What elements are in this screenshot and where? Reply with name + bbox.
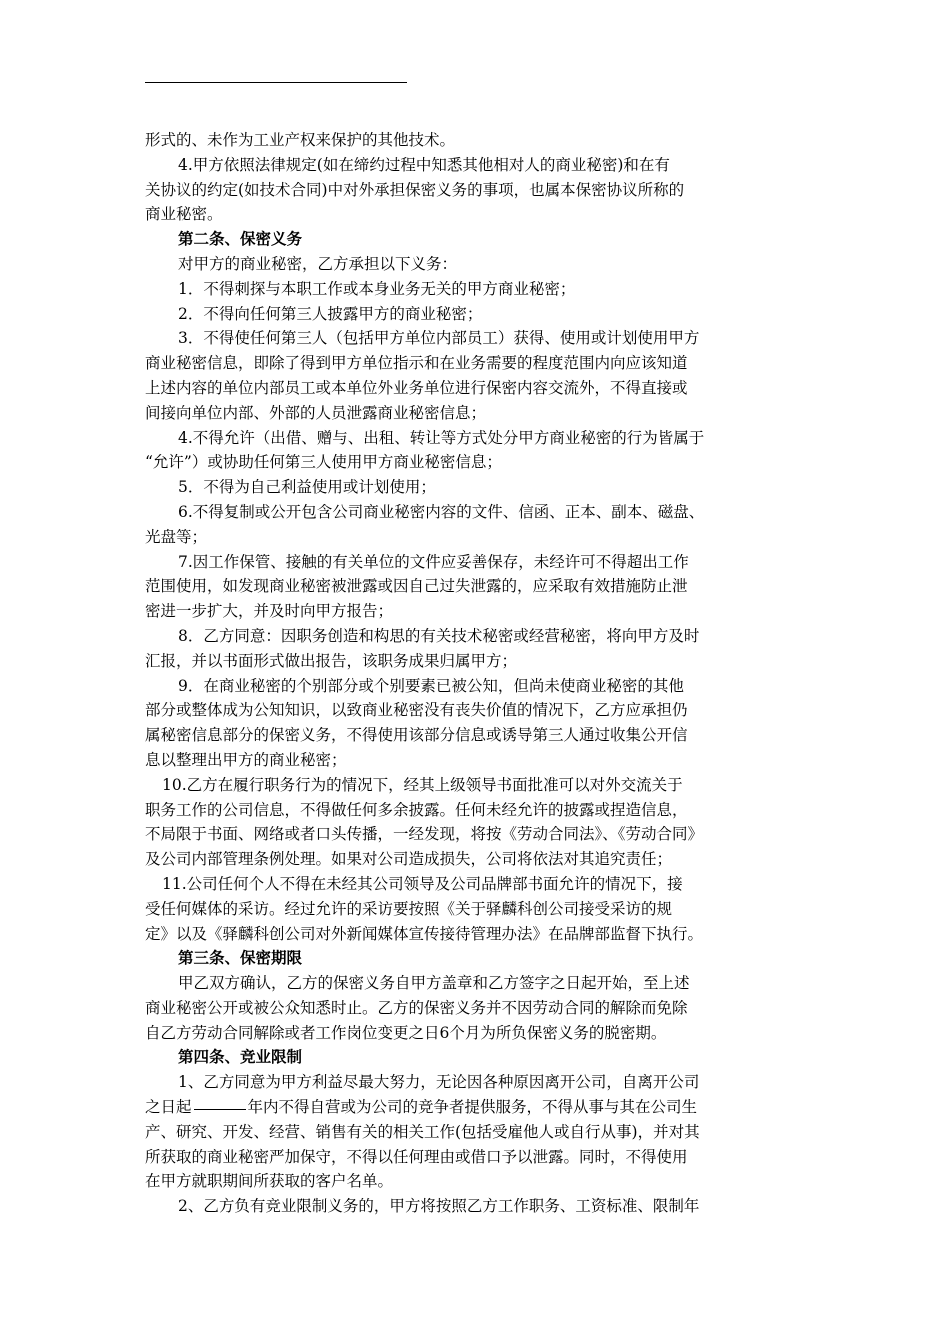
text-line: 部分或整体成为公知知识，以致商业秘密没有丧失价值的情况下，乙方应承担仍 — [145, 701, 688, 720]
text-line: 3．不得使任何第三人（包括甲方单位内部员工）获得、使用或计划使用甲方 — [178, 329, 700, 348]
text-line: 商业秘密信息，即除了得到甲方单位指示和在业务需要的程度范围内向应该知道 — [145, 354, 688, 373]
text-line: 密进一步扩大，并及时向甲方报告； — [145, 602, 394, 621]
text-line: 甲乙双方确认，乙方的保密义务自甲方盖章和乙方签字之日起开始，至上述 — [178, 974, 690, 993]
document-body — [145, 128, 810, 1219]
text-segment: 之日起 — [145, 1098, 192, 1117]
text-line: 在甲方就职期间所获取的客户名单。 — [145, 1172, 394, 1191]
text-line: 光盘等； — [145, 527, 208, 546]
text-line: 10.乙方在履行职务行为的情况下，经其上级领导书面批准可以对外交流关于 — [162, 775, 683, 794]
text-line: “允许”）或协助任何第三人使用甲方商业秘密信息； — [145, 453, 502, 472]
text-line: 受任何媒体的采访。经过允许的采访要按照《关于驿麟科创公司接受采访的规 — [145, 899, 673, 918]
text-line: 所获取的商业秘密严加保守，不得以任何理由或借口予以泄露。同时，不得使用 — [145, 1147, 688, 1166]
text-segment: 年内不得自营或为公司的竞争者提供服务，不得从事与其在公司生 — [247, 1098, 698, 1117]
text-line: 2、乙方负有竞业限制义务的，甲方将按照乙方工作职务、工资标准、限制年 — [178, 1197, 700, 1216]
text-line: 自乙方劳动合同解除或者工作岗位变更之日6个月为所负保密义务的脱密期。 — [145, 1023, 667, 1042]
text-line: 产、研究、开发、经营、销售有关的相关工作(包括受雇他人或自行从事)，并对其 — [145, 1122, 700, 1141]
text-line: 1．不得刺探与本职工作或本身业务无关的甲方商业秘密； — [178, 279, 576, 298]
text-line: 间接向单位内部、外部的人员泄露商业秘密信息； — [145, 403, 487, 422]
fill-in-blank — [194, 1108, 246, 1110]
text-line-with-blank — [145, 1095, 810, 1120]
text-line: 9．在商业秘密的个别部分或个别要素已被公知，但尚未使商业秘密的其他 — [178, 676, 684, 695]
text-line: 1、乙方同意为甲方利益尽最大努力，无论因各种原因离开公司，自离开公司 — [178, 1073, 700, 1092]
text-line: 不局限于书面、网络或者口头传播，一经发现，将按《劳动合同法》、《劳动合同》 — [145, 825, 704, 844]
text-line: 汇报，并以书面形式做出报告，该职务成果归属甲方； — [145, 651, 518, 670]
text-line: 11.公司任何个人不得在未经其公司领导及公司品牌部书面允许的情况下，接 — [162, 874, 683, 893]
text-line: 定》以及《驿麟科创公司对外新闻媒体宣传接待管理办法》在品牌部监督下执行。 — [145, 924, 704, 943]
text-line: 4.不得允许（出借、赠与、出租、转让等方式处分甲方商业秘密的行为皆属于 — [178, 428, 705, 447]
text-line: 形式的、未作为工业产权来保护的其他技术。 — [145, 131, 456, 149]
text-line: 上述内容的单位内部员工或本单位外业务单位进行保密内容交流外，不得直接或 — [145, 378, 688, 397]
text-line: 息以整理出甲方的商业秘密； — [145, 750, 347, 769]
text-line: 关协议的约定(如技术合同)中对外承担保密义务的事项，也属本保密协议所称的 — [145, 180, 685, 199]
text-line: 商业秘密公开或被公众知悉时止。乙方的保密义务并不因劳动合同的解除而免除 — [145, 998, 688, 1017]
text-line: 7.因工作保管、接触的有关单位的文件应妥善保存，未经许可不得超出工作 — [178, 552, 689, 571]
section-heading-4: 第四条、竞业限制 — [178, 1047, 303, 1067]
section-heading-2: 第二条、保密义务 — [178, 229, 303, 249]
text-line: 2．不得向任何第三人披露甲方的商业秘密； — [178, 304, 483, 323]
header-rule — [145, 82, 407, 83]
text-line: 范围使用，如发现商业秘密被泄露或因自己过失泄露的，应采取有效措施防止泄 — [145, 577, 688, 596]
text-line: 6.不得复制或公开包含公司商业秘密内容的文件、信函、正本、副本、磁盘、 — [178, 502, 705, 521]
text-line: 5．不得为自己利益使用或计划使用； — [178, 478, 436, 497]
text-line: 及公司内部管理条例处理。如果对公司造成损失，公司将依法对其追究责任； — [145, 850, 673, 869]
text-line: 4.甲方依照法律规定(如在缔约过程中知悉其他相对人的商业秘密)和在有 — [178, 155, 670, 174]
text-line: 商业秘密。 — [145, 205, 223, 224]
text-line: 属秘密信息部分的保密义务，不得使用该部分信息或诱导第三人通过收集公开信 — [145, 726, 688, 745]
section-heading-3: 第三条、保密期限 — [178, 948, 303, 968]
text-line: 对甲方的商业秘密，乙方承担以下义务： — [178, 254, 458, 273]
text-line: 8．乙方同意：因职务创造和构思的有关技术秘密或经营秘密，将向甲方及时 — [178, 626, 700, 645]
text-line: 职务工作的公司信息，不得做任何多余披露。任何未经允许的披露或捏造信息， — [145, 800, 688, 819]
